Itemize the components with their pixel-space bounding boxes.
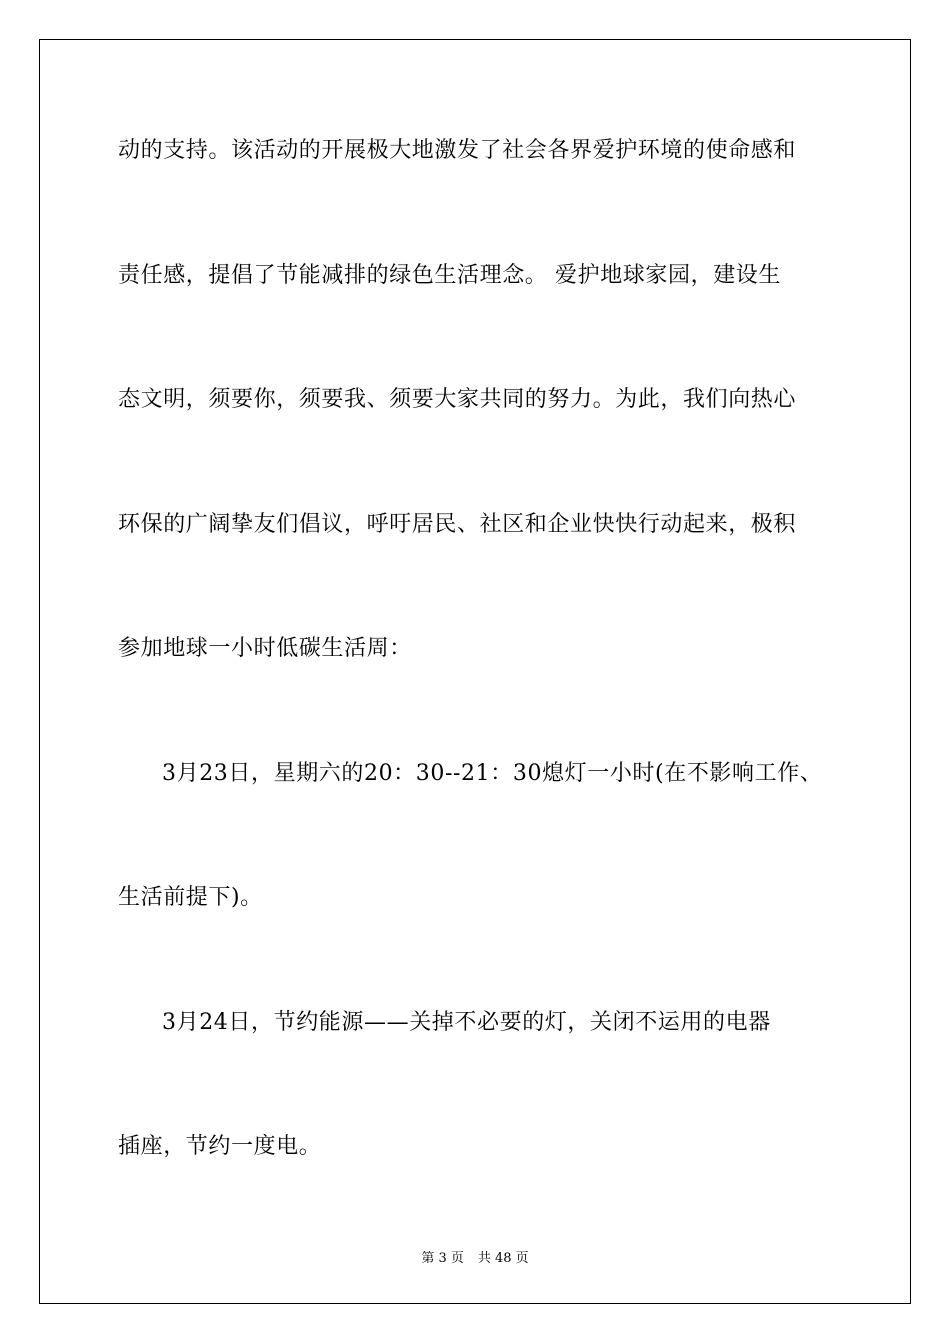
page-footer bbox=[0, 1247, 950, 1266]
paragraph-line: 动的支持。该活动的开展极大地激发了社会各界爱护环境的使命感和 bbox=[118, 138, 797, 163]
paragraph-line: 环保的广阔挚友们倡议，呼吁居民、社区和企业快快行动起来，极积 bbox=[118, 512, 797, 537]
page-total: 共 48 页 bbox=[477, 1251, 529, 1266]
paragraph-line: 插座，节约一度电。 bbox=[118, 1134, 322, 1159]
paragraph-line: 态文明，须要你，须要我、须要大家共同的努力。为此，我们向热心 bbox=[118, 387, 797, 412]
page-number: 第 3 页 bbox=[421, 1251, 464, 1266]
paragraph-line: 3月23日，星期六的20：30--21：30熄灯一小时(在不影响工作、 bbox=[162, 761, 823, 786]
paragraph-line: 3月24日，节约能源——关掉不必要的灯，关闭不运用的电器 bbox=[162, 1010, 771, 1035]
paragraph-line: 参加地球一小时低碳生活周： bbox=[118, 636, 412, 661]
paragraph-line: 生活前提下)。 bbox=[118, 885, 263, 910]
paragraph-line: 责任感，提倡了节能减排的绿色生活理念。 爱护地球家园，建设生 bbox=[118, 263, 781, 288]
page-border bbox=[39, 39, 911, 1304]
